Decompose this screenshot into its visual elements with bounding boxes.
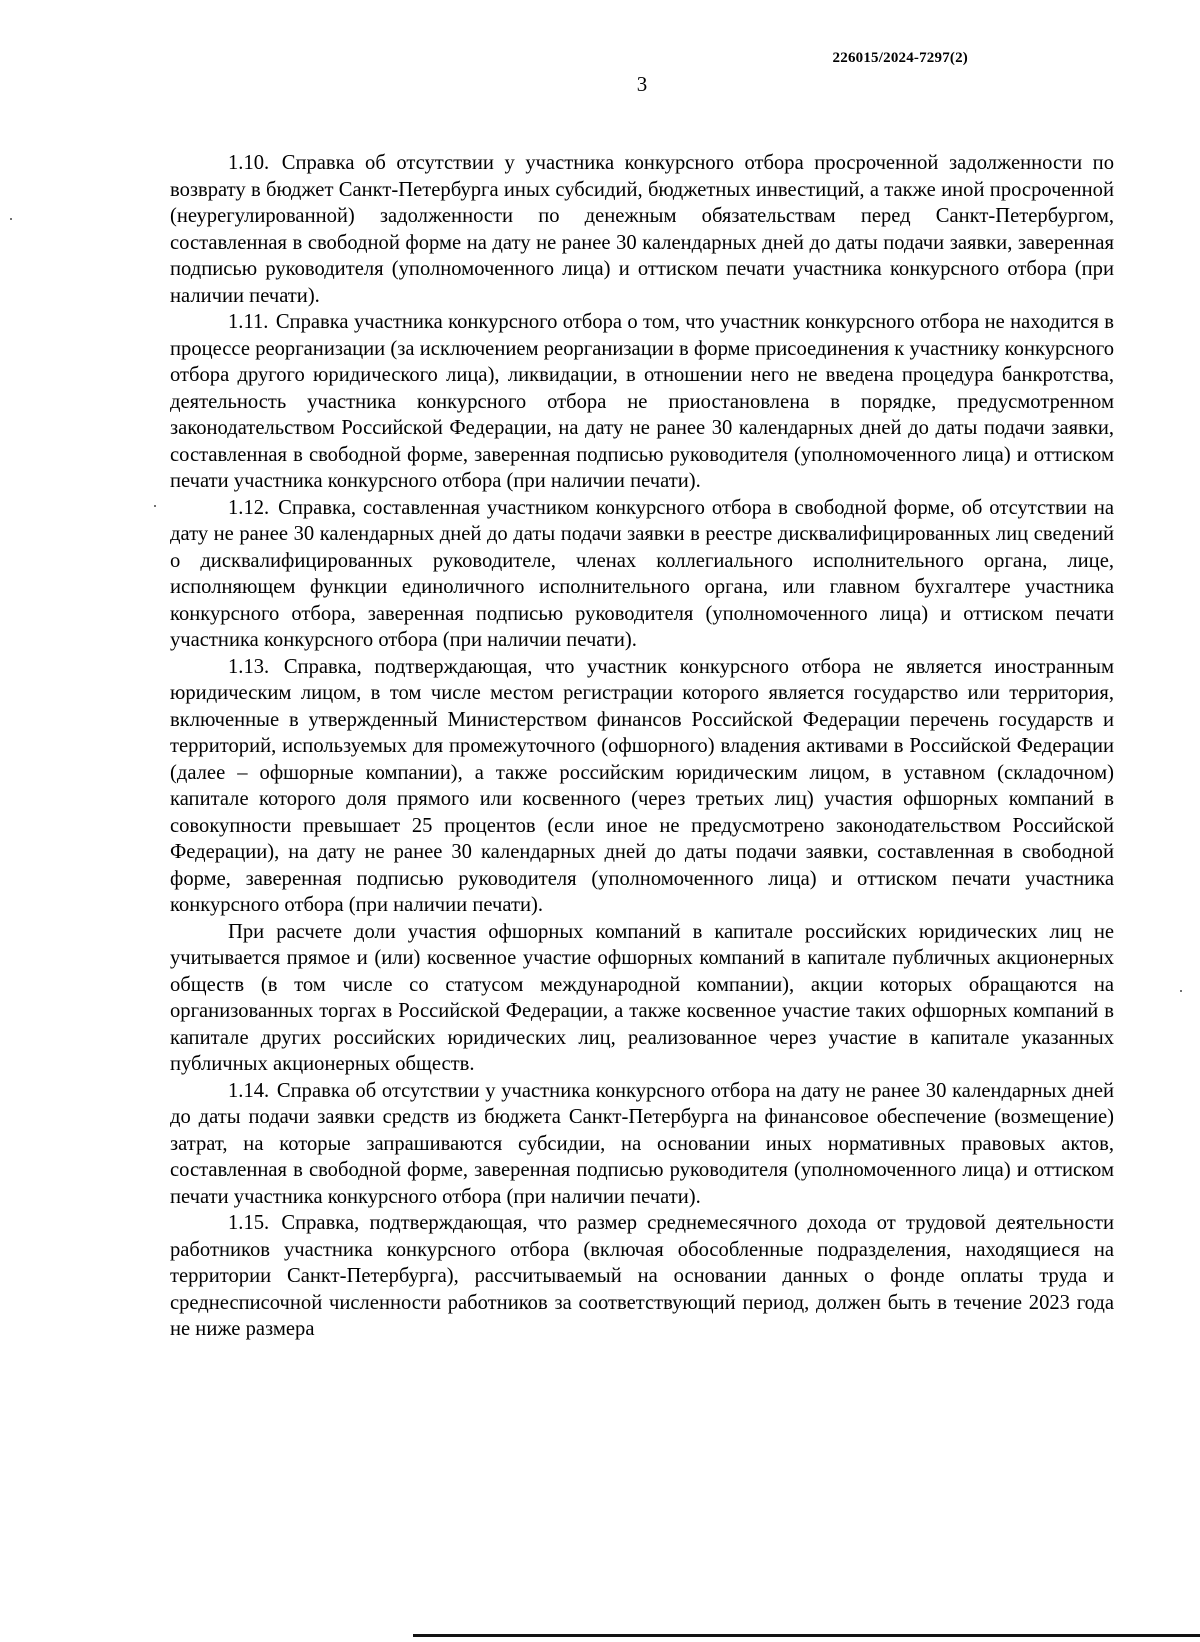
scan-speck	[10, 218, 12, 220]
paragraph-number: 1.11.	[228, 311, 269, 333]
paragraph-text: Справка, подтверждающая, что участник конкурсного отбора не является иностранным юридическим лицом, в том числе местом регистрации которого является государство или территория, включенные в утвержденный Министерством финансов Российской Федерации перечень государств и территорий, используемых для промежуточного (офшорного) владения активами в Российской Федерации (далее – офшорные компании), а также российским юридическим лицом, в уставном (складочном) капитале которого доля прямого или косвенного (через третьих лиц) участия офшорных компаний в совокупности превышает 25 процентов (если иное не предусмотрено законодательством Российской Федерации), на дату не ранее 30 календарных дней до даты подачи заявки, составленная в свободной форме, заверенная подписью руководителя (уполномоченного лица) и оттиском печати участника конкурсного отбора (при наличии печати).	[170, 655, 1114, 916]
paragraph-text: Справка, подтверждающая, что размер среднемесячного дохода от трудовой деятельности работников участника конкурсного отбора (включая обособленные подразделения, находящиеся на территории Санкт-Петербурга), рассчитываемый на основании данных о фонде оплаты труда и среднесписочной численности работников за соответствующий период, должен быть в течение 2023 года не ниже размера	[170, 1212, 1114, 1340]
paragraph-number: 1.14.	[228, 1079, 270, 1102]
paragraph-1-14	[170, 1078, 1114, 1211]
paragraph-text: Справка об отсутствии у участника конкурсного отбора на дату не ранее 30 календарных дней до даты подачи заявки средств из бюджета Санкт-Петербурга на финансовое обеспечение (возмещение) затрат, на которые запрашиваются субсидии, на основании иных нормативных правовых актов, составленная в свободной форме, заверенная подписью руководителя (уполномоченного лица) и оттиском печати участника конкурсного отбора (при наличии печати).	[170, 1079, 1115, 1208]
document-registration-number: 226015/2024-7297(2)	[832, 50, 968, 66]
paragraph-1-10	[170, 150, 1114, 309]
page-number: 3	[636, 72, 648, 96]
paragraph-1-15	[170, 1210, 1114, 1343]
paragraph-offshore-note	[170, 919, 1114, 1078]
page-bottom-rule	[413, 1634, 1200, 1637]
scan-speck	[1180, 990, 1182, 992]
paragraph-number: 1.13.	[228, 655, 270, 678]
paragraph-text: Справка участника конкурсного отбора о том, что участник конкурсного отбора не находится в процессе реорганизации (за исключением реорганизации в форме присоединения к участнику конкурсного отбора другого юридического лица), ликвидации, в отношении него не введена процедура банкротства, деятельность участника конкурсного отбора не приостановлена в порядке, предусмотренном законодательством Российской Федерации, на дату не ранее 30 календарных дней до даты подачи заявки, составленная в свободной форме, заверенная подписью руководителя (уполномоченного лица) и оттиском печати участника конкурсного отбора (при наличии печати).	[170, 311, 1114, 492]
paragraph-1-11	[170, 309, 1114, 495]
paragraph-number: 1.12.	[228, 496, 270, 519]
paragraph-text: Справка об отсутствии у участника конкурсного отбора просроченной задолженности по возврату в бюджет Санкт-Петербурга иных субсидий, бюджетных инвестиций, а также иной просроченной (неурегулированной) задолженности по денежным обязательствам перед Санкт-Петербургом, составленная в свободной форме на дату не ранее 30 календарных дней до даты подачи заявки, заверенная подписью руководителя (уполномоченного лица) и оттиском печати участника конкурсного отбора (при наличии печати).	[170, 152, 1114, 307]
paragraph-number: 1.15.	[228, 1212, 270, 1234]
paragraph-text: Справка, составленная участником конкурсного отбора в свободной форме, об отсутствии на дату не ранее 30 календарных дней до даты подачи заявки в реестре дисквалифицированных лиц сведений о дисквалифицированных руководителе, членах коллегиального исполнительного органа, лице, исполняющем функции единоличного исполнительного органа, или главном бухгалтере участника конкурсного отбора, заверенная подписью руководителя (уполномоченного лица) и оттиском печати участника конкурсного отбора (при наличии печати).	[170, 496, 1114, 651]
paragraph-1-13	[170, 654, 1114, 919]
scan-speck	[154, 505, 156, 507]
paragraph-1-12	[170, 495, 1114, 654]
document-body	[170, 150, 1114, 1343]
paragraph-text: При расчете доли участия офшорных компаний в капитале российских юридических лиц не учитывается прямое и (или) косвенное участие офшорных компаний в капитале публичных акционерных обществ (в том числе со статусом международной компании), акции которых обращаются на организованных торгах в Российской Федерации, а также косвенное участие таких офшорных компаний в капитале других российских юридических лиц, реализованное через участие в капитале указанных публичных акционерных обществ.	[170, 920, 1114, 1075]
paragraph-number: 1.10.	[228, 152, 270, 174]
